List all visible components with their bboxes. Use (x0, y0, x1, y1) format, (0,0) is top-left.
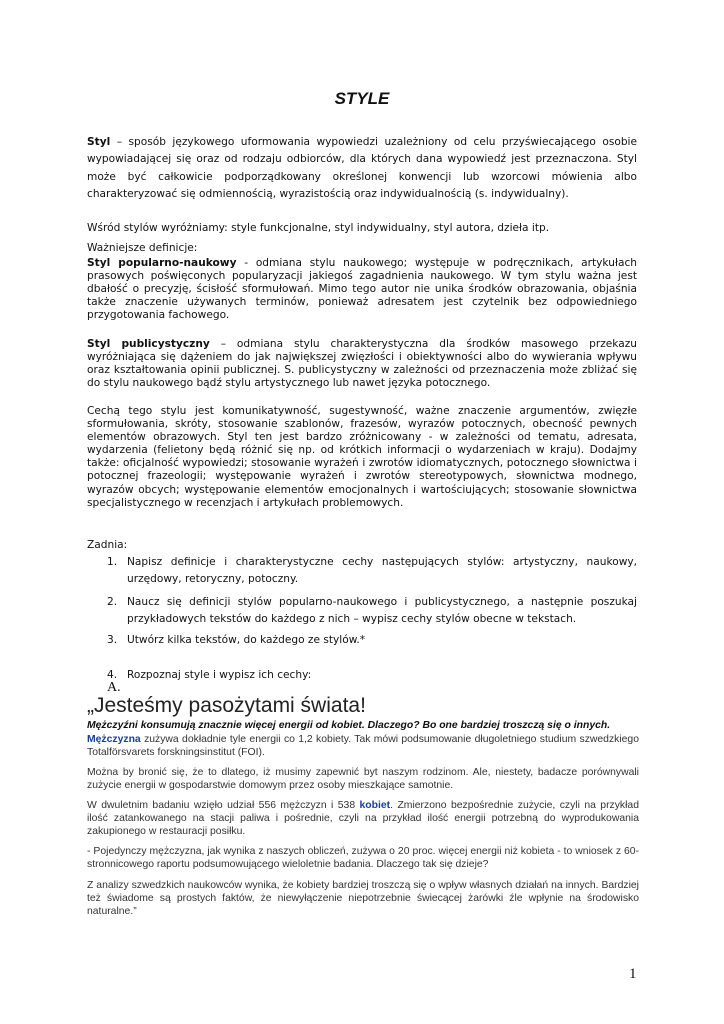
article-title: „Jesteśmy pasożytami świata! (87, 694, 366, 717)
article-text: . Zmierzono bezpośrednie zużycie, czyli na przykład ilość zatankowanego na stacji paliwa i pośrednie, czyli na przykład ilość energii potrzebną do wyprodukowania zakupionego w restauracji posiłku. (87, 800, 639, 837)
task-number: 4. (107, 669, 118, 682)
journalistic-term: Styl publicystyczny (87, 338, 210, 350)
article-paragraph: - Pojedynczy mężczyzna, jak wynika z naszych obliczeń, zużywa o 20 proc. więcej energii niż kobieta - to wniosek z 60-stronnicowego raportu podsumowującego wieloletnie badania. Dlaczego tak się dzieje? (87, 846, 639, 870)
task-item (87, 632, 637, 649)
journalistic-text: – odmiana stylu charakterystyczna dla środków masowego przekazu wyróżniająca się dążeniem do jak największej zwięzłości i obiektywności albo do wywierania wpływu oraz kształtowania opinii publicznej. S. publicystyczny w zależności od przeznaczenia może zbliżać się do stylu naukowego bądź stylu artystycznego lub nawet języka potocznego. (87, 338, 637, 390)
task-item (87, 594, 637, 629)
popular-science-definition (87, 257, 637, 322)
task-number: 3. (107, 633, 118, 646)
article-paragraph (87, 799, 639, 838)
article-link-man[interactable]: Mężczyzna (87, 734, 141, 745)
task-text: Naucz się definicji stylów popularno-naukowego i publicystycznego, a następnie poszukaj przykładowych tekstów do każdego z nich – wypisz cechy stylów obecne w tekstach. (127, 595, 637, 626)
subtask-letter: A. (107, 680, 121, 695)
article-paragraph: Z analizy szwedzkich naukowców wynika, że kobiety bardziej troszczą się o wpływ własnych działań na innych. Bardziej też świadome są prostych faktów, że niewyłączenie niepotrzebnie świecącej żarówki źle wpłynie na środowisko naturalne.” (87, 880, 639, 917)
task-number: 1. (107, 556, 118, 568)
styles-line: Wśród stylów wyróżniamy: style funkcjonalne, styl indywidualny, styl autora, dzieła itp. (87, 222, 550, 234)
article-paragraph (87, 733, 639, 759)
tasks-header: Zadnia: (87, 539, 128, 551)
intro-paragraph (87, 134, 637, 203)
definitions-header: Ważniejsze definicje: (87, 242, 198, 254)
journalistic-definition (87, 338, 637, 390)
task-item (87, 554, 637, 589)
intro-term: Styl (87, 136, 111, 148)
page-number: 1 (629, 966, 637, 982)
task-text: Utwórz kilka tekstów, do każdego ze stylów.* (127, 633, 366, 646)
task-text: Napisz definicje i charakterystyczne cechy następujących stylów: artystyczny, naukowy, urzędowy, retoryczny, potoczny. (127, 556, 637, 586)
article-lead: Mężczyźni konsumują znacznie więcej energii od kobiet. Dlaczego? Bo one bardziej troszczą się o innych. (87, 720, 611, 731)
article-text: zużywa dokładnie tyle energii co 1,2 kobiety. Tak mówi podsumowanie długoletniego studium szwedzkiego Totalförsvarets forskningsinstitut (FOI). (87, 734, 639, 758)
popular-science-text: - odmiana stylu naukowego; występuje w podręcznikach, artykułach prasowych poświęconych popularyzacji jakiegoś zagadnienia naukowego. W tym stylu ważna jest dbałość o precyzję, ścisłość sformułowań. Mimo tego autor nie unika środków obrazowania, objaśnia także znaczenie używanych terminów, ponieważ adresatem jest czytelnik bez odpowiedniego przygotowania fachowego. (87, 257, 637, 322)
intro-text: – sposób językowego uformowania wypowiedzi uzależniony od celu przyświecającego osobie wypowiadającej się oraz od rodzaju odbiorców, dla których dana wypowiedź jest przeznaczona. Styl może być całkowicie podporządkowany określonej konwencji lub wzorcowi mówienia albo charakteryzować się odmiennością, wyrazistością oraz indywidualnością (s. indywidualny). (87, 136, 637, 200)
features-paragraph: Cechą tego stylu jest komunikatywność, sugestywność, ważne znaczenie argumentów, zwięzłe sformułowania, skróty, stosowanie szablonów, frazesów, wyrazów potocznych, obecność pewnych elementów obrazowych. Styl ten jest bardzo zróżnicowany - w zależności od tematu, adresata, wydarzenia (felietony będą różnić się np. od krótkich informacji o wydarzeniach w kraju). Dodajmy także: oficjalność wypowiedzi; stosowanie wyrażeń i zwrotów idiomatycznych, potocznego słownictwa i potocznej frazeologii; występowanie wyrażeń i zwrotów stereotypowych, słownictwa modnego, wyrazów obcych; występowanie elementów emocjonalnych i wartościujących; stosowanie słownictwa specjalistycznego w recenzjach i artykułach problemowych. (87, 405, 637, 509)
task-item (87, 667, 637, 684)
page-title: STYLE (334, 89, 390, 108)
article-link-women[interactable]: kobiet (359, 800, 391, 811)
tasks-list (87, 554, 637, 684)
article-text: W dwuletnim badaniu wzięło udział 556 mężczyzn i 538 (87, 800, 360, 811)
article-paragraph: Można by bronić się, że to dlatego, iż musimy zapewnić byt naszym rodzinom. Ale, niestety, badacze porównywali zużycie energii w gospodarstwie domowym przez osoby mieszkające samotnie. (87, 767, 639, 791)
popular-science-term: Styl popularno-naukowy (87, 257, 237, 269)
task-number: 2. (107, 595, 118, 608)
task-text: Rozpoznaj style i wypisz ich cechy: (127, 669, 312, 682)
